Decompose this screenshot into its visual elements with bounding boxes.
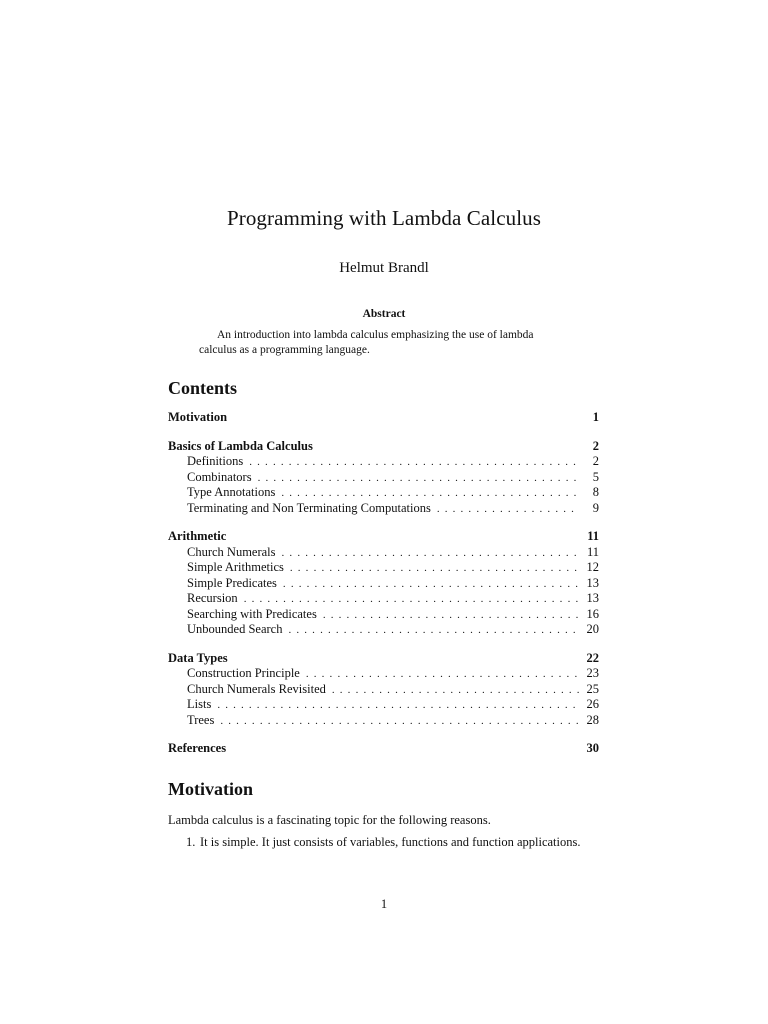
paper-author: Helmut Brandl — [339, 260, 429, 276]
list-item-number: 1. — [186, 835, 196, 849]
list-item-text: It is simple. It just consists of variables, functions and function applications. — [200, 835, 581, 849]
toc-entry-page: 25 — [586, 681, 599, 696]
toc-entry-page: 12 — [586, 560, 599, 574]
toc-chapter-page: 11 — [587, 529, 599, 543]
toc-chapter-title: Data Types — [168, 650, 228, 665]
toc-entry-row[interactable] — [168, 622, 599, 638]
toc-chapter-row[interactable] — [168, 439, 599, 455]
toc-chapter — [168, 529, 599, 638]
toc-entry-page: 23 — [586, 666, 599, 680]
toc-entry-title: Trees — [187, 712, 215, 727]
toc-chapter-row[interactable] — [168, 741, 599, 757]
toc-entry-title: Recursion — [187, 591, 238, 605]
toc-gap — [168, 638, 599, 651]
toc-chapter-row[interactable] — [168, 651, 599, 667]
toc-entry-page: 13 — [586, 591, 599, 605]
toc-chapter-row[interactable] — [168, 410, 599, 426]
toc-gap — [168, 426, 599, 439]
toc-entry-title: Construction Principle — [187, 666, 300, 680]
toc-entry-row[interactable] — [168, 454, 599, 470]
toc-entry-title: Unbounded Search — [187, 622, 283, 636]
page-number: 1 — [380, 897, 388, 911]
toc-entry-title: Church Numerals Revisited — [187, 681, 326, 696]
toc-leader-dots — [282, 546, 579, 562]
toc-chapter — [168, 439, 599, 517]
motivation-intro: Lambda calculus is a fascinating topic for the following reasons. — [168, 813, 491, 827]
motivation-heading: Motivation — [168, 779, 253, 799]
toc-leader-dots — [281, 486, 579, 502]
abstract-text: An introduction into lambda calculus emphasizing the use of lambda calculus as a programming language. — [199, 329, 534, 356]
toc-entry-page: 2 — [592, 454, 599, 468]
toc-entry-row[interactable] — [168, 666, 599, 682]
toc-chapter-row[interactable] — [168, 529, 599, 545]
toc-leader-dots — [258, 471, 579, 487]
paper-title: Programming with Lambda Calculus — [226, 206, 542, 230]
toc-entry-row[interactable] — [168, 697, 599, 713]
toc-entry-page: 9 — [592, 500, 599, 515]
toc-gap — [168, 516, 599, 529]
toc-gap — [168, 728, 599, 741]
toc-entry-title: Terminating and Non Terminating Computations — [187, 500, 431, 515]
toc-leader-dots — [288, 623, 579, 639]
toc-entry-title: Simple Arithmetics — [187, 560, 284, 574]
toc-entry-page: 13 — [586, 575, 599, 590]
toc-leader-dots — [332, 683, 579, 699]
toc-entry-title: Combinators — [187, 469, 252, 484]
toc-chapter-title: Arithmetic — [168, 529, 227, 543]
toc-leader-dots — [249, 455, 579, 471]
toc-entry-page: 20 — [586, 622, 599, 636]
toc-chapter-page: 2 — [592, 438, 599, 453]
toc-chapter-page: 22 — [586, 650, 599, 665]
toc-entry-row[interactable] — [168, 560, 599, 576]
toc-entry-row[interactable] — [168, 470, 599, 486]
toc-entry-row[interactable] — [168, 591, 599, 607]
toc-leader-dots — [290, 561, 579, 577]
toc-entry-row[interactable] — [168, 607, 599, 623]
toc-leader-dots — [244, 592, 579, 608]
toc-entry-page: 28 — [586, 712, 599, 727]
toc-entry-row[interactable] — [168, 485, 599, 501]
table-of-contents — [168, 410, 599, 757]
toc-chapter-page: 30 — [586, 741, 599, 755]
toc-chapter-page: 1 — [592, 410, 599, 424]
toc-leader-dots — [306, 667, 579, 683]
toc-entry-row[interactable] — [168, 576, 599, 592]
toc-chapter — [168, 651, 599, 729]
toc-chapter — [168, 741, 599, 757]
toc-entry-page: 5 — [592, 469, 599, 484]
toc-entry-row[interactable] — [168, 545, 599, 561]
toc-entry-title: Simple Predicates — [187, 575, 277, 590]
toc-entry-page: 8 — [592, 485, 599, 499]
toc-entry-row[interactable] — [168, 682, 599, 698]
toc-chapter-title: Motivation — [168, 410, 228, 424]
toc-entry-title: Searching with Predicates — [187, 606, 317, 621]
toc-chapter-title: References — [168, 741, 227, 755]
toc-chapter-title: Basics of Lambda Calculus — [168, 438, 313, 453]
toc-leader-dots — [283, 577, 579, 593]
toc-entry-title: Type Annotations — [187, 485, 276, 499]
toc-leader-dots — [217, 698, 579, 714]
toc-entry-page: 11 — [586, 544, 599, 559]
toc-leader-dots — [220, 714, 579, 730]
toc-entry-page: 16 — [586, 606, 599, 621]
list-item — [186, 835, 606, 850]
toc-leader-dots — [437, 502, 579, 518]
toc-leader-dots — [323, 608, 579, 624]
contents-heading: Contents — [168, 378, 238, 398]
toc-entry-page: 26 — [586, 697, 599, 711]
motivation-list — [186, 835, 606, 850]
toc-entry-title: Church Numerals — [187, 544, 276, 559]
toc-entry-title: Definitions — [187, 454, 244, 468]
toc-chapter — [168, 410, 599, 426]
abstract-heading: Abstract — [362, 308, 406, 320]
toc-entry-row[interactable] — [168, 501, 599, 517]
toc-entry-row[interactable] — [168, 713, 599, 729]
toc-entry-title: Lists — [187, 697, 212, 711]
